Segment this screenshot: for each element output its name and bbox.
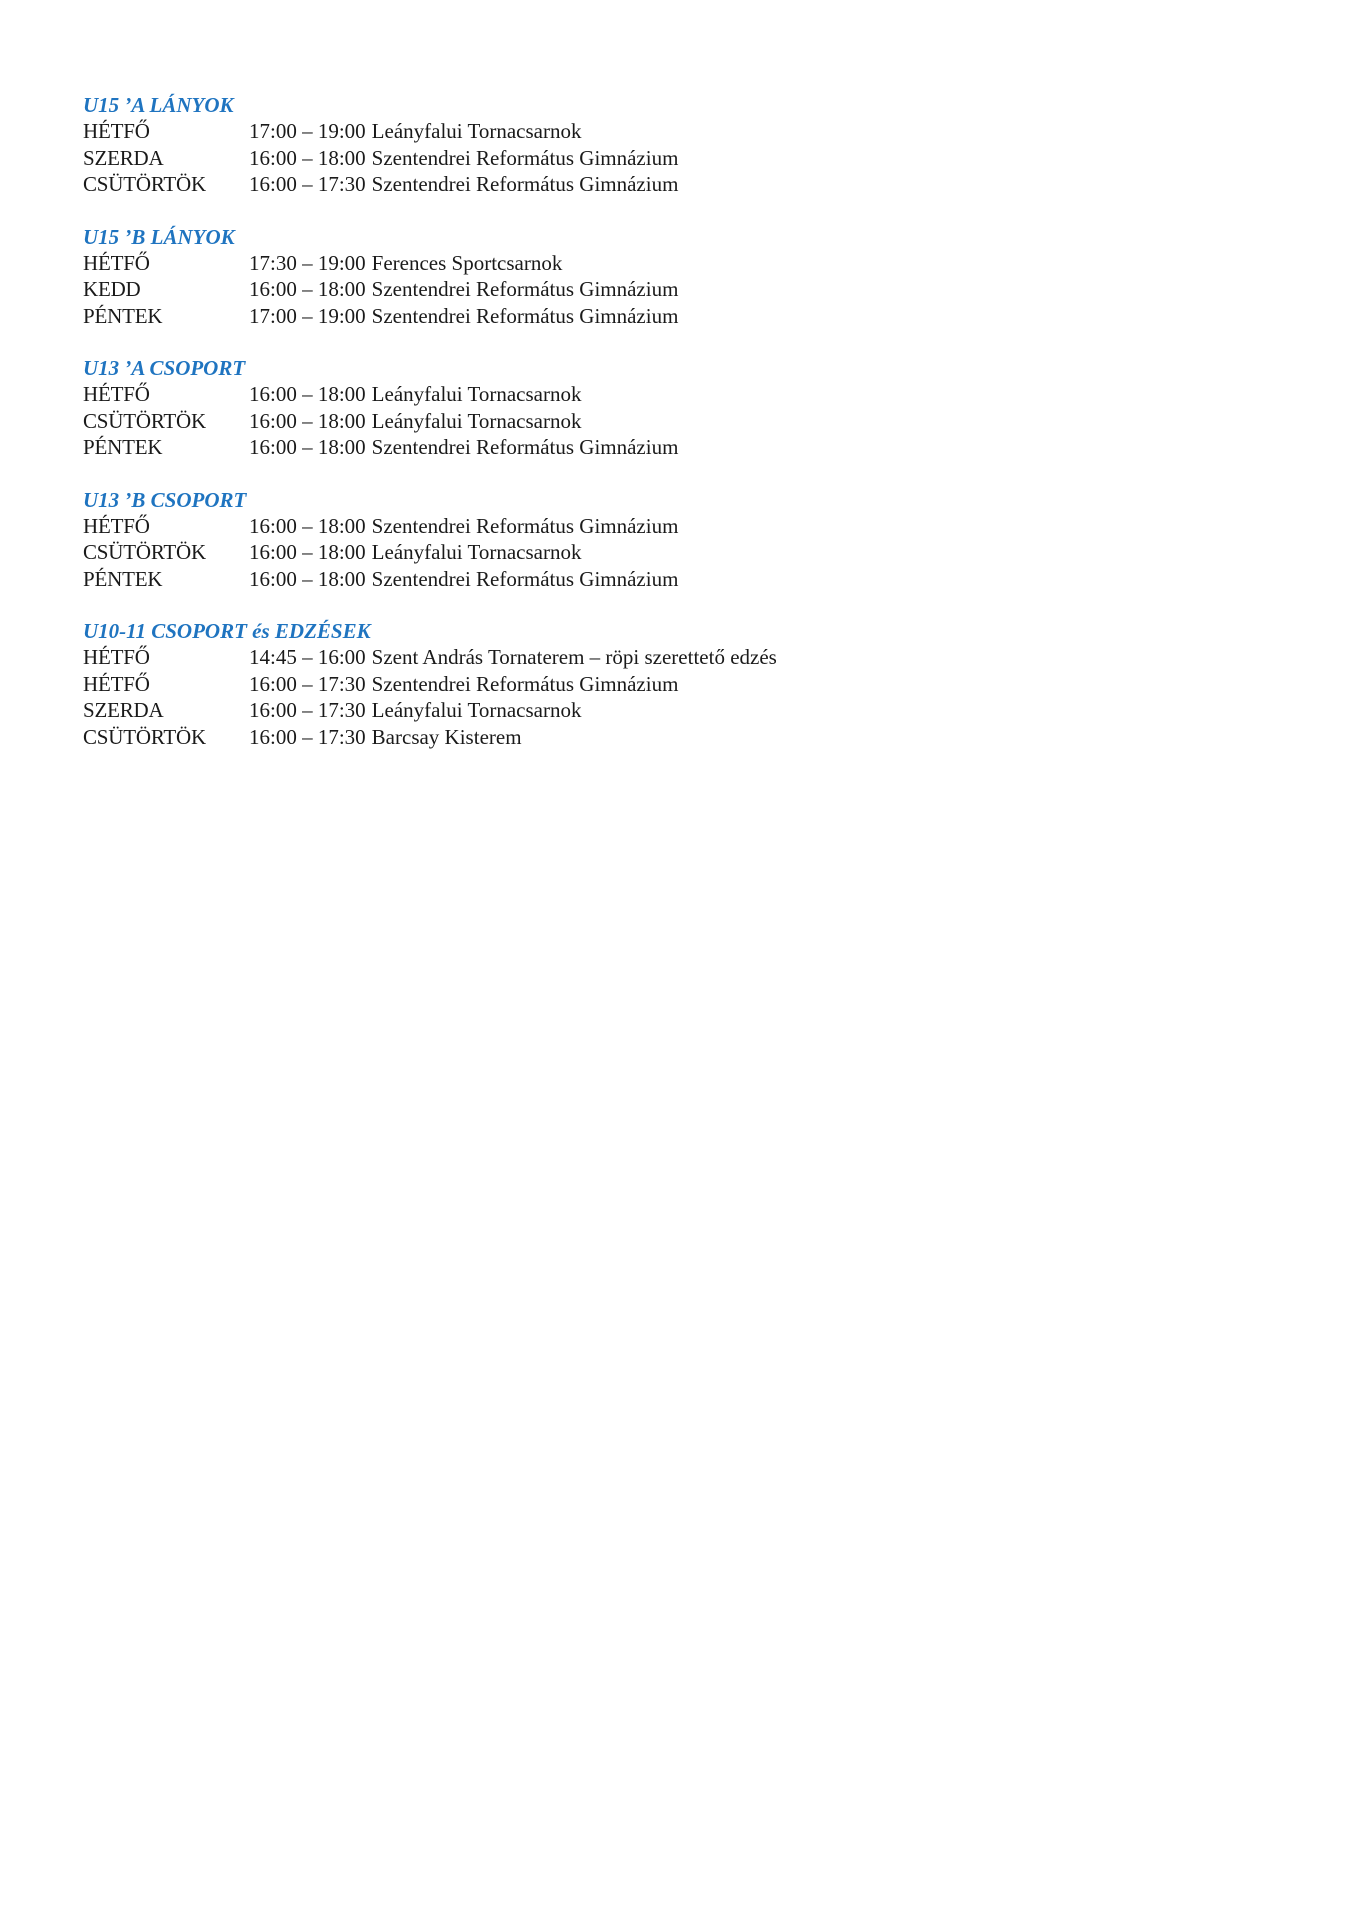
time-range: 14:45 – 16:00 xyxy=(249,645,366,669)
day-label: CSÜTÖRTÖK xyxy=(83,724,206,749)
location-label: Szentendrei Református Gimnázium xyxy=(371,671,679,696)
location-label: Barcsay Kisterem xyxy=(371,724,522,749)
location-label: Leányfalui Tornacsarnok xyxy=(371,119,582,143)
location-label: Szentendrei Református Gimnázium xyxy=(371,513,679,538)
day-label: PÉNTEK xyxy=(83,566,163,591)
section-title: U15 ’A LÁNYOK xyxy=(83,93,234,117)
location-label: Szentendrei Református Gimnázium xyxy=(371,277,679,301)
time-range: 16:00 – 18:00 xyxy=(249,513,366,538)
schedule-row xyxy=(83,434,1233,461)
time-range: 16:00 – 17:30 xyxy=(249,724,366,749)
location-label: Szentendrei Református Gimnázium xyxy=(371,435,679,459)
day-label: CSÜTÖRTÖK xyxy=(83,172,206,196)
day-label: KEDD xyxy=(83,277,141,301)
schedule-row xyxy=(83,171,1233,198)
location-label: Szentendrei Református Gimnázium xyxy=(371,172,679,196)
time-range: 17:00 – 19:00 xyxy=(249,303,366,328)
schedule-section xyxy=(83,618,1233,750)
day-label: HÉTFŐ xyxy=(83,382,150,406)
day-label: PÉNTEK xyxy=(83,303,163,328)
day-label: HÉTFŐ xyxy=(83,513,150,538)
schedule-row xyxy=(83,671,1233,698)
location-label: Ferences Sportcsarnok xyxy=(371,250,563,275)
schedule-row xyxy=(83,513,1233,540)
day-label: HÉTFŐ xyxy=(83,645,150,669)
time-range: 16:00 – 18:00 xyxy=(249,566,366,591)
location-label: Leányfalui Tornacsarnok xyxy=(371,382,582,406)
time-range: 16:00 – 18:00 xyxy=(249,435,366,459)
time-range: 16:00 – 17:30 xyxy=(249,172,366,196)
section-title: U10-11 CSOPORT és EDZÉSEK xyxy=(83,619,371,643)
schedule-section xyxy=(83,487,1233,593)
day-label: SZERDA xyxy=(83,698,164,722)
section-title: U13 ’B CSOPORT xyxy=(83,487,247,512)
section-title: U15 ’B LÁNYOK xyxy=(83,224,235,249)
schedule-row xyxy=(83,303,1233,330)
schedule-section xyxy=(83,224,1233,330)
schedule-row xyxy=(83,276,1233,303)
time-range: 16:00 – 18:00 xyxy=(249,540,366,564)
schedule-row xyxy=(83,250,1233,277)
day-label: HÉTFŐ xyxy=(83,671,150,696)
time-range: 16:00 – 18:00 xyxy=(249,145,366,170)
day-label: PÉNTEK xyxy=(83,435,163,459)
time-range: 17:00 – 19:00 xyxy=(249,119,366,143)
time-range: 16:00 – 18:00 xyxy=(249,382,366,406)
section-title: U13 ’A CSOPORT xyxy=(83,356,246,380)
location-label: Leányfalui Tornacsarnok xyxy=(371,408,582,433)
schedule-row xyxy=(83,381,1233,408)
day-label: CSÜTÖRTÖK xyxy=(83,408,206,433)
location-label: Szentendrei Református Gimnázium xyxy=(371,303,679,328)
schedule-row xyxy=(83,118,1233,145)
schedule-row xyxy=(83,566,1233,593)
location-label: Szentendrei Református Gimnázium xyxy=(371,566,679,591)
schedule-row xyxy=(83,145,1233,172)
day-label: HÉTFŐ xyxy=(83,250,150,275)
schedule-row xyxy=(83,539,1233,566)
schedule-row xyxy=(83,697,1233,724)
schedule-section xyxy=(83,92,1233,198)
time-range: 16:00 – 17:30 xyxy=(249,698,366,722)
time-range: 16:00 – 18:00 xyxy=(249,408,366,433)
location-label: Szent András Tornaterem – röpi szerettető edzés xyxy=(371,645,777,669)
time-range: 17:30 – 19:00 xyxy=(249,250,366,275)
location-label: Szentendrei Református Gimnázium xyxy=(371,145,679,170)
schedule-section xyxy=(83,355,1233,461)
day-label: HÉTFŐ xyxy=(83,119,150,143)
day-label: CSÜTÖRTÖK xyxy=(83,540,206,564)
location-label: Leányfalui Tornacsarnok xyxy=(371,540,582,564)
time-range: 16:00 – 17:30 xyxy=(249,671,366,696)
location-label: Leányfalui Tornacsarnok xyxy=(371,698,582,722)
day-label: SZERDA xyxy=(83,145,164,170)
schedule-row xyxy=(83,408,1233,435)
schedule-row xyxy=(83,644,1233,671)
schedule-row xyxy=(83,724,1233,751)
schedule-document xyxy=(83,92,1233,776)
time-range: 16:00 – 18:00 xyxy=(249,277,366,301)
